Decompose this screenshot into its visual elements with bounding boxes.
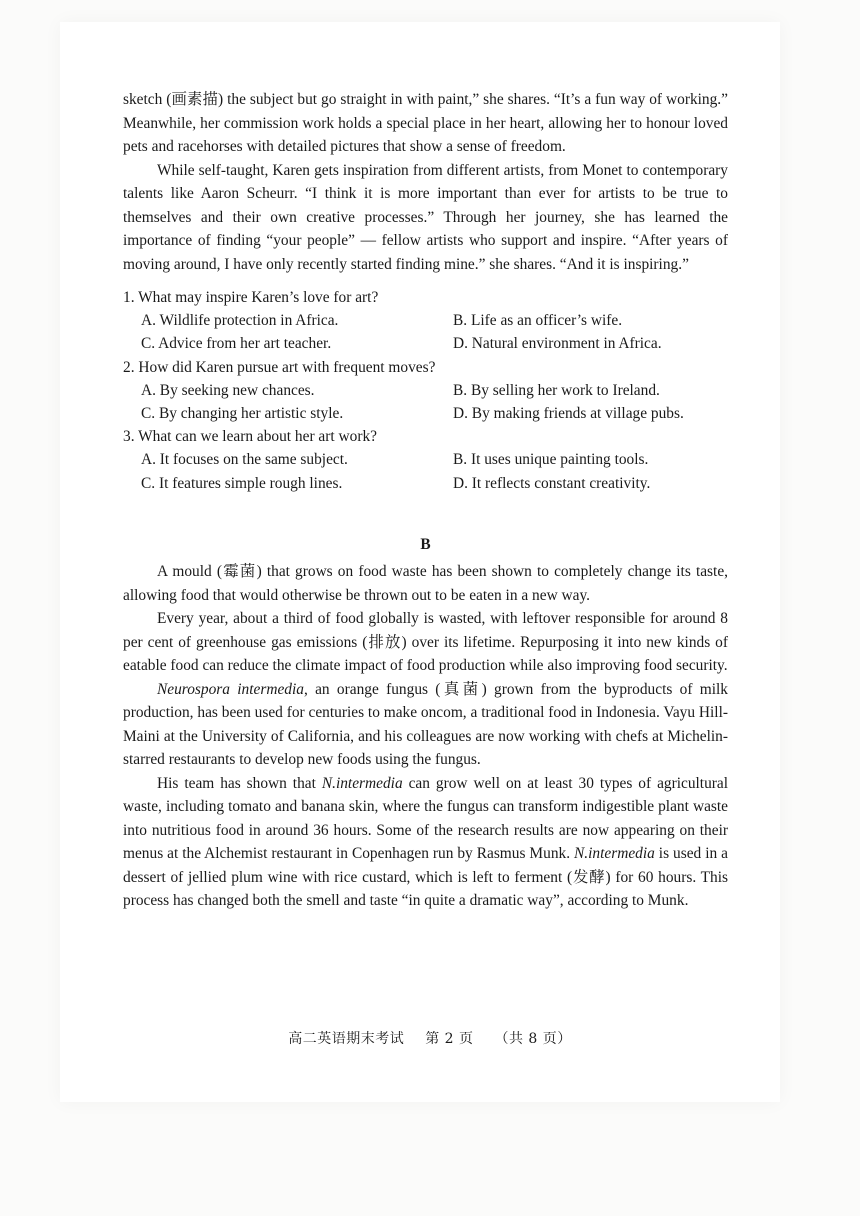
passage-a — [123, 88, 728, 276]
option-d: D. It reflects constant creativity. — [453, 474, 651, 492]
passage-a-paragraph-2: While self-taught, Karen gets inspiration from different artists, from Monet to contemporary talents like Aaron Scheurr. “I think it is more important than ever for artists to be true to themselves and their own creative processes.” Through her journey, she has learned the importance of finding “your people” — fellow artists who support and inspire. “After years of moving around, I have only recently started finding mine.” she shares. “And it is inspiring.” — [123, 161, 728, 273]
page-content — [123, 88, 728, 913]
option-c: C. By changing her artistic style. — [141, 405, 344, 423]
species-name: N.intermedia — [574, 845, 655, 863]
passage-b-paragraph-1: A mould (霉菌) that grows on food waste has been shown to completely change its taste, allowing food that would otherwise be thrown out to be eaten in a new way. — [123, 563, 728, 604]
question-2 — [123, 356, 728, 426]
section-b-heading: B — [420, 535, 431, 553]
exam-title: 高二英语期末考试 — [288, 1031, 405, 1047]
question-stem: 3. What can we learn about her art work? — [123, 428, 377, 446]
option-a: A. Wildlife protection in Africa. — [141, 312, 339, 330]
species-name: Neurospora intermedia — [157, 680, 304, 698]
passage-b-paragraph-2: Every year, about a third of food globally is wasted, with leftover responsible for around 8 per cent of greenhouse gas emissions (排放) over its lifetime. Repurposing it into new kinds of eatable food can reduce the climate impact of food production while also improving food security. — [123, 610, 728, 675]
option-d: D. By making friends at village pubs. — [453, 405, 684, 423]
paragraph-text: His team has shown that — [157, 774, 322, 792]
option-a: A. It focuses on the same subject. — [141, 451, 348, 469]
passage-b-paragraph-4 — [123, 772, 728, 913]
paragraph-text: is used in a dessert of jellied plum wine with rice custard, which is left to ferment (发酵) for 60 hours. This process has changed both the smell and taste “in quite a dramatic way”, according to Munk. — [123, 845, 728, 910]
paragraph-text: can grow well on at least 30 types of agricultural waste, including tomato and banana skin, where the fungus can transform indigestible plant waste into nutritious food in around 36 hours. Some of the research results are now appearing on their menus at the Alchemist restaurant in Copenhagen run by Rasmus Munk. — [123, 774, 728, 863]
question-stem: 2. How did Karen pursue art with frequent moves? — [123, 358, 436, 376]
option-a: A. By seeking new chances. — [141, 381, 315, 399]
species-name: N.intermedia — [321, 774, 403, 792]
option-b: B. Life as an officer’s wife. — [453, 312, 623, 330]
paragraph-text: , an orange fungus (真菌) grown from the byproducts of milk production, has been used for centuries to make oncom, a traditional food in Indonesia. Vayu Hill-Maini at the University of California, and his colleagues are now working with chefs at Michelin-starred restaurants to develop new foods using the fungus. — [123, 680, 728, 769]
question-3 — [123, 425, 728, 495]
option-c: C. It features simple rough lines. — [141, 474, 343, 492]
passage-a-paragraph-1: sketch (画素描) the subject but go straight in with paint,” she shares. “It’s a fun way of working.” Meanwhile, her commission work holds a special place in her heart, allowing her to honour loved pets and racehorses with detailed pictures that show a sense of freedom. — [123, 91, 728, 155]
answer-options — [123, 448, 728, 494]
option-d: D. Natural environment in Africa. — [453, 335, 662, 353]
option-b: B. It uses unique painting tools. — [453, 451, 649, 469]
question-list — [123, 286, 728, 495]
option-b: B. By selling her work to Ireland. — [453, 381, 660, 399]
page-number: 第 2 页 — [425, 1031, 474, 1047]
page-footer — [0, 1028, 860, 1048]
answer-options — [123, 309, 728, 355]
question-stem: 1. What may inspire Karen’s love for art? — [123, 289, 379, 306]
answer-options — [123, 379, 728, 425]
question-1 — [123, 286, 728, 356]
passage-b-paragraph-3 — [123, 678, 728, 772]
page-total: （共 8 页） — [494, 1031, 572, 1047]
option-c: C. Advice from her art teacher. — [141, 335, 332, 353]
passage-b — [123, 560, 728, 913]
